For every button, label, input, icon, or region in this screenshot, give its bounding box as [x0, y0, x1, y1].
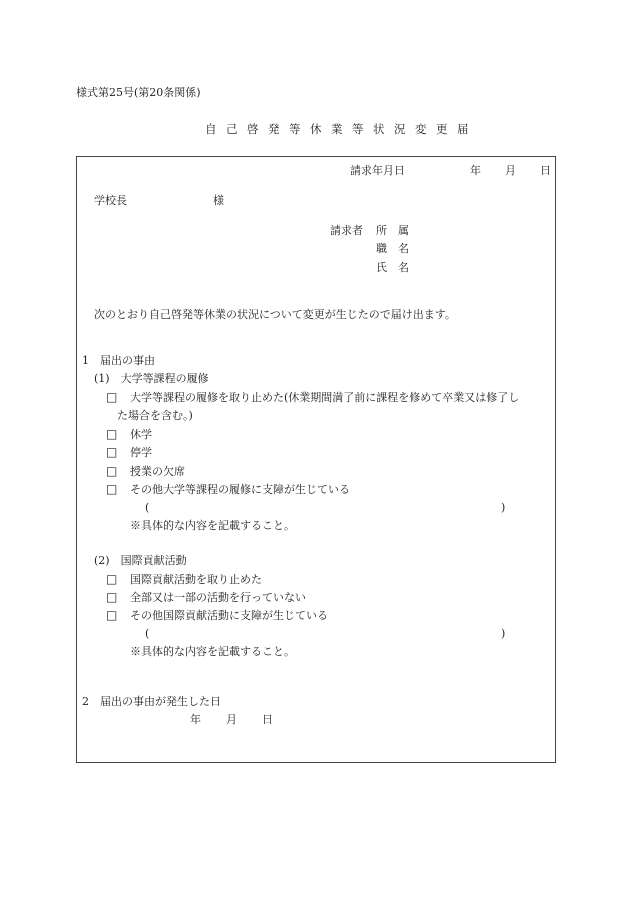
- requester-affiliation-a: 所: [376, 224, 387, 237]
- requester-position-a: 職: [376, 242, 387, 255]
- item-1-5: その他大学等課程の履修に支障が生じている: [130, 483, 350, 496]
- section2-month: 月: [226, 713, 237, 726]
- checkbox-2-2[interactable]: □: [106, 590, 118, 604]
- checkbox-1-5[interactable]: □: [106, 482, 118, 496]
- checkbox-1-2[interactable]: □: [106, 427, 118, 441]
- item-1-3: 停学: [130, 446, 152, 459]
- item-1-4: 授業の欠席: [130, 465, 185, 478]
- addressee-label: 学校長: [94, 194, 127, 207]
- form-title: 自己啓発等休業等状況変更届: [205, 122, 478, 136]
- sub1-paren-open: (: [145, 501, 150, 514]
- checkbox-1-4[interactable]: □: [106, 464, 118, 478]
- requester-label: 請求者: [330, 224, 363, 237]
- requester-name-b: 名: [398, 261, 409, 274]
- request-date-label: 請求年月日: [350, 164, 405, 177]
- request-date-day: 日: [540, 164, 551, 177]
- request-date-month: 月: [505, 164, 516, 177]
- intro-text: 次のとおり自己啓発等休業の状況について変更が生じたので届け出ます。: [94, 308, 456, 321]
- item-1-1: 大学等課程の履修を取り止めた(休業期間満了前に課程を修めて卒業又は修了し: [130, 391, 520, 404]
- sub1-heading: (1) 大学等課程の履修: [94, 372, 209, 385]
- item-1-1-cont: た場合を含む。): [117, 409, 193, 422]
- requester-affiliation-b: 属: [398, 224, 409, 237]
- checkbox-1-3[interactable]: □: [106, 445, 118, 459]
- item-1-2: 休学: [130, 428, 152, 441]
- section2-year: 年: [190, 713, 201, 726]
- item-2-2: 全部又は一部の活動を行っていない: [130, 591, 306, 604]
- request-date-year: 年: [470, 164, 481, 177]
- checkbox-2-1[interactable]: □: [106, 572, 118, 586]
- addressee-honorific: 様: [213, 194, 224, 207]
- checkbox-1-1[interactable]: □: [106, 390, 118, 404]
- item-2-1: 国際貢献活動を取り止めた: [130, 573, 262, 586]
- requester-position-b: 名: [398, 242, 409, 255]
- requester-name-a: 氏: [376, 261, 387, 274]
- sub1-note: ※具体的な内容を記載すること。: [130, 519, 295, 532]
- checkbox-2-3[interactable]: □: [106, 608, 118, 622]
- section2-heading: 2 届出の事由が発生した日: [82, 695, 221, 708]
- sub2-paren-open: (: [145, 627, 150, 640]
- section1-heading: 1 届出の事由: [82, 354, 155, 367]
- item-2-3: その他国際貢献活動に支障が生じている: [130, 609, 328, 622]
- sub2-note: ※具体的な内容を記載すること。: [130, 645, 295, 658]
- form-number: 様式第25号(第20条関係): [76, 86, 201, 99]
- sub2-heading: (2) 国際貢献活動: [94, 554, 187, 567]
- sub2-paren-close: ): [501, 627, 506, 640]
- form-box: [76, 156, 556, 763]
- sub1-paren-close: ): [501, 501, 506, 514]
- section2-day: 日: [262, 713, 273, 726]
